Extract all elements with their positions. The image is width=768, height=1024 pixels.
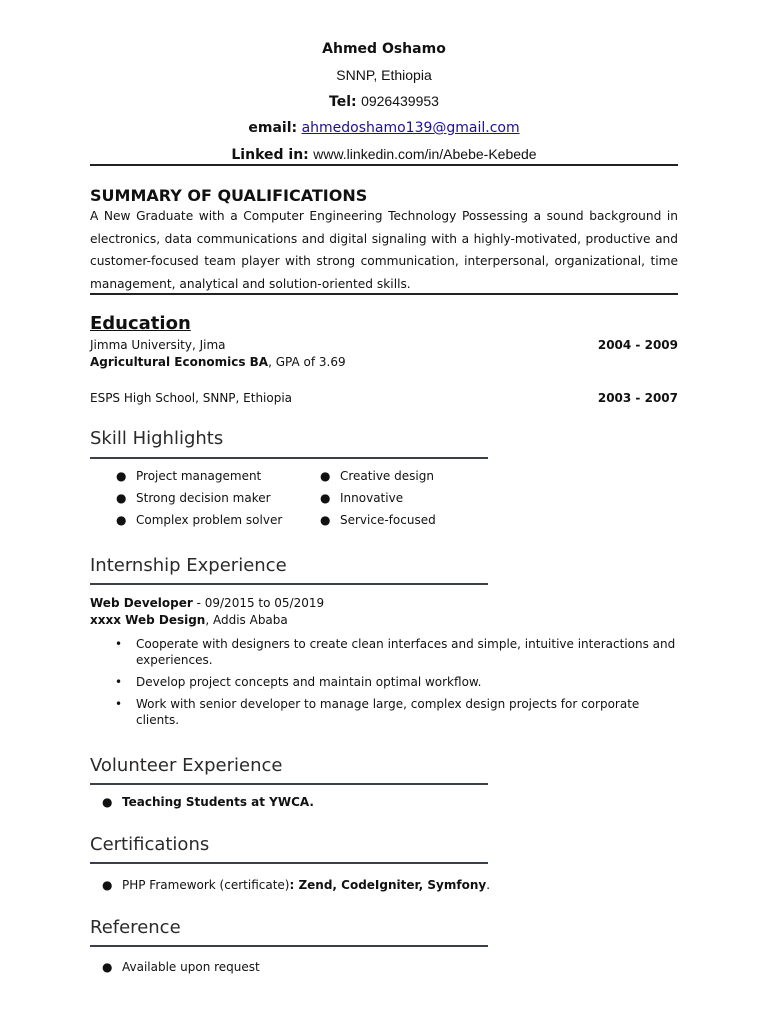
header-divider (90, 164, 678, 166)
skills-column-left (116, 465, 320, 531)
internship-role (90, 595, 678, 629)
bullet-icon: ● (320, 469, 331, 483)
linkedin-label: Linked in: (231, 147, 309, 163)
reference-heading: Reference (90, 917, 181, 938)
certifications-divider (90, 862, 488, 864)
education-entry (90, 337, 678, 371)
candidate-name: Ahmed Oshamo (322, 41, 446, 57)
list-item: ● Creative design (320, 465, 524, 487)
skills-heading: Skill Highlights (90, 428, 224, 449)
education-years: 2004 - 2009 (597, 338, 678, 352)
education-school: Jimma University, Jima (90, 338, 226, 352)
list-item: ● Strong decision maker (116, 487, 320, 509)
phone-label: Tel: (329, 94, 357, 110)
skills-list (116, 465, 678, 531)
bullet-icon: ● (116, 513, 127, 527)
candidate-location: SNNP, Ethiopia (336, 67, 432, 83)
job-title: Web Developer (90, 596, 193, 610)
bullet-icon: ● (320, 513, 331, 527)
list-item: ● Project management (116, 465, 320, 487)
phone-line (90, 88, 678, 115)
list-item: ● PHP Framework (certificate): Zend, CodeIgniter, Symfony. (102, 878, 491, 892)
summary-text: A New Graduate with a Computer Engineering Technology Possessing a sound background in electronics, data communications and digital signaling with a highly-motivated, productive and customer-focused team player with strong communication, interpersonal, organizational, time management, analytical and solution-oriented skills. (90, 209, 678, 291)
contact-header (90, 36, 678, 168)
education-entry (90, 390, 678, 407)
list-item: • Develop project concepts and maintain optimal workflow. (136, 674, 678, 690)
email-line (90, 115, 678, 141)
summary-heading: SUMMARY OF QUALIFICATIONS (90, 186, 368, 205)
company-location: , Addis Ababa (205, 613, 288, 627)
volunteer-heading: Volunteer Experience (90, 755, 283, 776)
bullet-icon: ● (116, 469, 127, 483)
internship-divider (90, 583, 488, 585)
list-item: ● Available upon request (102, 960, 260, 974)
education-gpa: , GPA of 3.69 (268, 355, 346, 369)
skills-column-right (320, 465, 524, 531)
list-item: ● Teaching Students at YWCA. (102, 795, 314, 809)
certifications-heading: Certifications (90, 834, 210, 855)
list-item: ● Innovative (320, 487, 524, 509)
email-link[interactable]: ahmedoshamo139@gmail.com (301, 120, 520, 136)
education-degree: Agricultural Economics BA (90, 355, 269, 369)
list-item: • Cooperate with designers to create clean interfaces and simple, intuitive interactions and experiences. (136, 636, 678, 668)
bullet-icon: ● (320, 491, 331, 505)
bullet-icon: ● (116, 491, 127, 505)
email-label: email: (248, 120, 298, 136)
linkedin-url: www.linkedin.com/in/Abebe-Kebede (313, 146, 537, 162)
education-years: 2003 - 2007 (597, 391, 678, 405)
duties-list (90, 636, 678, 734)
list-item: • Work with senior developer to manage large, complex design projects for corporate clients. (136, 696, 678, 728)
list-item: ● Complex problem solver (116, 509, 320, 531)
bullet-icon: ● (102, 960, 113, 974)
bullet-icon: ● (102, 878, 113, 892)
education-heading: Education (90, 313, 191, 334)
list-item: ● Service-focused (320, 509, 524, 531)
summary-divider (90, 293, 678, 295)
internship-heading: Internship Experience (90, 555, 287, 576)
education-school: ESPS High School, SNNP, Ethiopia (90, 391, 293, 405)
reference-divider (90, 945, 488, 947)
job-dates: - 09/2015 to 05/2019 (192, 596, 325, 610)
bullet-icon: ● (102, 795, 113, 809)
volunteer-divider (90, 783, 488, 785)
phone-number: 0926439953 (361, 93, 439, 109)
company-name: xxxx Web Design (90, 613, 206, 627)
skills-divider (90, 457, 488, 459)
